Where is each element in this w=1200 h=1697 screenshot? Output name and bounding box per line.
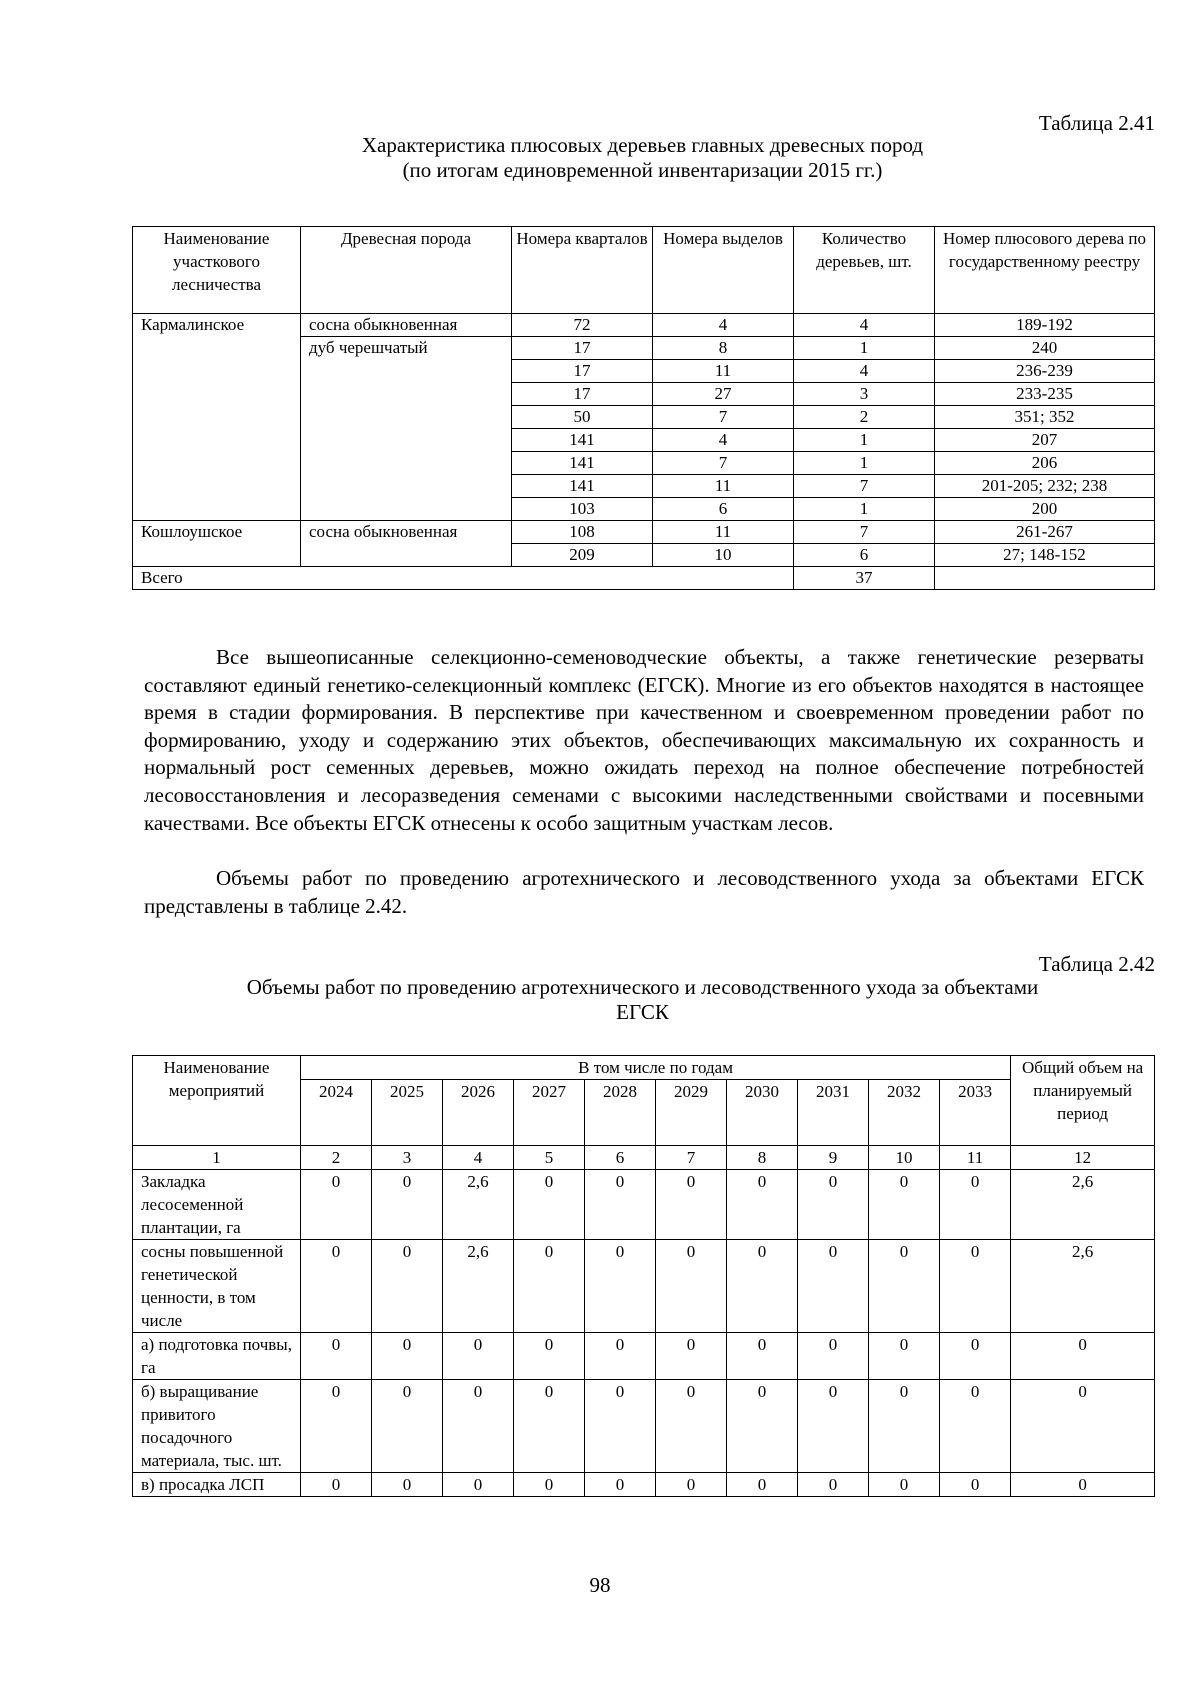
- year-value-cell: 0: [727, 1240, 798, 1333]
- total-volume-cell: 0: [1011, 1333, 1155, 1380]
- table2: [132, 1055, 1155, 1497]
- quarter-number-cell: 50: [512, 406, 653, 429]
- quarter-number-cell: 141: [512, 429, 653, 452]
- column-number-cell: 6: [585, 1146, 656, 1170]
- column-number-cell: 1: [133, 1146, 301, 1170]
- table1-header-cell: Количество деревьев, шт.: [794, 227, 935, 314]
- section-number-cell: 4: [653, 314, 794, 337]
- table2-header-row: [133, 1056, 1155, 1080]
- registry-number-cell: 233-235: [935, 383, 1155, 406]
- species-cell: дуб черешчатый: [301, 337, 512, 521]
- table2-column-numbers-row: [133, 1146, 1155, 1170]
- forestry-name-cell: Кошлоушское: [133, 521, 301, 567]
- year-header-cell: 2032: [869, 1080, 940, 1146]
- year-value-cell: 0: [656, 1380, 727, 1473]
- year-value-cell: 0: [869, 1170, 940, 1240]
- activity-name-cell: Закладка лесосеменной плантации, га: [133, 1170, 301, 1240]
- year-header-cell: 2026: [443, 1080, 514, 1146]
- year-header-cell: 2030: [727, 1080, 798, 1146]
- column-number-cell: 4: [443, 1146, 514, 1170]
- year-header-cell: 2029: [656, 1080, 727, 1146]
- table1-header-cell: Номер плюсового дерева по государственному реестру: [935, 227, 1155, 314]
- year-value-cell: 0: [443, 1380, 514, 1473]
- table-row: [133, 1170, 1155, 1240]
- section-number-cell: 11: [653, 360, 794, 383]
- year-value-cell: 0: [301, 1473, 372, 1497]
- registry-number-cell: 207: [935, 429, 1155, 452]
- year-value-cell: 0: [301, 1170, 372, 1240]
- table1-title-line1: Характеристика плюсовых деревьев главных древесных пород: [361, 133, 924, 157]
- tree-count-cell: 6: [794, 544, 935, 567]
- registry-number-cell: 200: [935, 498, 1155, 521]
- total-header-cell: Общий объем на планируемый период: [1011, 1056, 1155, 1146]
- year-value-cell: 0: [301, 1380, 372, 1473]
- year-value-cell: 0: [940, 1473, 1011, 1497]
- table1-total-row: [133, 567, 1155, 590]
- column-number-cell: 11: [940, 1146, 1011, 1170]
- year-value-cell: 0: [514, 1240, 585, 1333]
- table2-caption: Таблица 2.42: [1038, 952, 1155, 976]
- section-number-cell: 7: [653, 452, 794, 475]
- table1-header-cell: Наименование участкового лесничества: [133, 227, 301, 314]
- table1-title: [130, 133, 1155, 183]
- total-volume-cell: 0: [1011, 1380, 1155, 1473]
- registry-number-cell: 201-205; 232; 238: [935, 475, 1155, 498]
- quarter-number-cell: 209: [512, 544, 653, 567]
- table1-header-cell: Номера кварталов: [512, 227, 653, 314]
- year-value-cell: 0: [869, 1380, 940, 1473]
- total-value-cell: 37: [794, 567, 935, 590]
- registry-number-cell: 351; 352: [935, 406, 1155, 429]
- tree-count-cell: 1: [794, 498, 935, 521]
- activity-name-cell: в) просадка ЛСП: [133, 1473, 301, 1497]
- year-value-cell: 0: [798, 1170, 869, 1240]
- year-value-cell: 0: [301, 1333, 372, 1380]
- table1-header-cell: Номера выделов: [653, 227, 794, 314]
- table2-title-line1: Объемы работ по проведению агротехнического и лесоводственного ухода за объектами: [246, 975, 1039, 999]
- tree-count-cell: 1: [794, 337, 935, 360]
- year-value-cell: 0: [940, 1170, 1011, 1240]
- year-header-cell: 2024: [301, 1080, 372, 1146]
- section-number-cell: 11: [653, 475, 794, 498]
- year-value-cell: 0: [727, 1473, 798, 1497]
- year-value-cell: 0: [585, 1170, 656, 1240]
- year-value-cell: 0: [798, 1333, 869, 1380]
- quarter-number-cell: 17: [512, 337, 653, 360]
- table-row: [133, 1380, 1155, 1473]
- years-group-header-cell: В том числе по годам: [301, 1056, 1011, 1080]
- species-cell: сосна обыкновенная: [301, 314, 512, 337]
- table1-header-cell: Древесная порода: [301, 227, 512, 314]
- year-value-cell: 0: [514, 1333, 585, 1380]
- activity-header-cell: Наименование мероприятий: [133, 1056, 301, 1146]
- table1-caption: Таблица 2.41: [1038, 111, 1155, 135]
- table-row: [133, 314, 1155, 337]
- section-number-cell: 4: [653, 429, 794, 452]
- registry-number-cell: 189-192: [935, 314, 1155, 337]
- section-number-cell: 7: [653, 406, 794, 429]
- column-number-cell: 3: [372, 1146, 443, 1170]
- year-value-cell: 0: [585, 1380, 656, 1473]
- year-value-cell: 0: [372, 1380, 443, 1473]
- quarter-number-cell: 141: [512, 452, 653, 475]
- year-value-cell: 0: [940, 1240, 1011, 1333]
- year-value-cell: 0: [372, 1240, 443, 1333]
- quarter-number-cell: 72: [512, 314, 653, 337]
- year-value-cell: 0: [443, 1473, 514, 1497]
- section-number-cell: 11: [653, 521, 794, 544]
- species-cell: сосна обыкновенная: [301, 521, 512, 567]
- year-header-cell: 2031: [798, 1080, 869, 1146]
- registry-number-cell: 236-239: [935, 360, 1155, 383]
- column-number-cell: 2: [301, 1146, 372, 1170]
- total-volume-cell: 2,6: [1011, 1170, 1155, 1240]
- year-header-cell: 2025: [372, 1080, 443, 1146]
- paragraph-egsk: Все вышеописанные селекционно-семеноводческие объекты, а также генетические резерваты составляют единый генетико-селекционный комплекс (ЕГСК). Многие из его объектов находятся в настоящее время в стадии формирования. В перспективе при качественном и своевременном проведении работ по формированию, уходу и содержанию этих объектов, обеспечивающих максимальную их сохранность и нормальный рост семенных деревьев, можно ожидать переход на полное обеспечение потребностей лесовосстановления и лесоразведения семенами с высокими наследственными свойствами и посевными качествами. Все объекты ЕГСК отнесены к особо защитным участкам лесов.: [144, 645, 1144, 835]
- quarter-number-cell: 103: [512, 498, 653, 521]
- tree-count-cell: 7: [794, 475, 935, 498]
- year-value-cell: 0: [443, 1333, 514, 1380]
- section-number-cell: 6: [653, 498, 794, 521]
- year-value-cell: 0: [656, 1170, 727, 1240]
- column-number-cell: 5: [514, 1146, 585, 1170]
- section-number-cell: 10: [653, 544, 794, 567]
- year-value-cell: 0: [585, 1240, 656, 1333]
- year-value-cell: 0: [585, 1473, 656, 1497]
- tree-count-cell: 7: [794, 521, 935, 544]
- year-value-cell: 0: [940, 1333, 1011, 1380]
- year-value-cell: 0: [514, 1473, 585, 1497]
- year-value-cell: 0: [727, 1380, 798, 1473]
- tree-count-cell: 4: [794, 360, 935, 383]
- quarter-number-cell: 141: [512, 475, 653, 498]
- activity-name-cell: сосны повышенной генетической ценности, в том числе: [133, 1240, 301, 1333]
- year-value-cell: 0: [656, 1240, 727, 1333]
- year-value-cell: 0: [656, 1473, 727, 1497]
- table-row: [133, 1473, 1155, 1497]
- year-value-cell: 0: [798, 1240, 869, 1333]
- section-number-cell: 27: [653, 383, 794, 406]
- column-number-cell: 12: [1011, 1146, 1155, 1170]
- total-volume-cell: 0: [1011, 1473, 1155, 1497]
- tree-count-cell: 3: [794, 383, 935, 406]
- tree-count-cell: 2: [794, 406, 935, 429]
- forestry-name-cell: Кармалинское: [133, 314, 301, 521]
- quarter-number-cell: 17: [512, 360, 653, 383]
- year-value-cell: 0: [372, 1473, 443, 1497]
- column-number-cell: 9: [798, 1146, 869, 1170]
- year-header-cell: 2028: [585, 1080, 656, 1146]
- activity-name-cell: а) подготовка почвы, га: [133, 1333, 301, 1380]
- year-value-cell: 2,6: [443, 1170, 514, 1240]
- year-value-cell: 0: [585, 1333, 656, 1380]
- year-header-cell: 2033: [940, 1080, 1011, 1146]
- year-value-cell: 0: [727, 1170, 798, 1240]
- registry-number-cell: 27; 148-152: [935, 544, 1155, 567]
- table2-title-line2: ЕГСК: [616, 1000, 669, 1024]
- activity-name-cell: б) выращивание привитого посадочного материала, тыс. шт.: [133, 1380, 301, 1473]
- year-value-cell: 0: [869, 1333, 940, 1380]
- table-row: [133, 521, 1155, 544]
- year-value-cell: 0: [656, 1333, 727, 1380]
- column-number-cell: 7: [656, 1146, 727, 1170]
- registry-number-cell: 206: [935, 452, 1155, 475]
- registry-number-cell: 240: [935, 337, 1155, 360]
- year-value-cell: 0: [798, 1473, 869, 1497]
- table1-header-row: [133, 227, 1155, 314]
- table-row: [133, 1333, 1155, 1380]
- page-number: 98: [589, 1573, 611, 1597]
- year-value-cell: 0: [727, 1333, 798, 1380]
- column-number-cell: 10: [869, 1146, 940, 1170]
- section-number-cell: 8: [653, 337, 794, 360]
- quarter-number-cell: 108: [512, 521, 653, 544]
- total-label-cell: Всего: [133, 567, 794, 590]
- tree-count-cell: 1: [794, 429, 935, 452]
- year-value-cell: 0: [798, 1380, 869, 1473]
- registry-number-cell: 261-267: [935, 521, 1155, 544]
- paragraph-volumes: Объемы работ по проведению агротехнического и лесоводственного ухода за объектами ЕГСК представлены в таблице 2.42.: [144, 866, 1144, 918]
- year-value-cell: 0: [869, 1473, 940, 1497]
- table1-title-line2: (по итогам единовременной инвентаризации 2015 гг.): [402, 158, 883, 182]
- table1: [132, 226, 1155, 590]
- year-value-cell: 2,6: [443, 1240, 514, 1333]
- table2-title: [130, 975, 1155, 1025]
- year-value-cell: 0: [869, 1240, 940, 1333]
- year-value-cell: 0: [514, 1380, 585, 1473]
- empty-cell: [935, 567, 1155, 590]
- year-value-cell: 0: [372, 1333, 443, 1380]
- total-volume-cell: 2,6: [1011, 1240, 1155, 1333]
- tree-count-cell: 4: [794, 314, 935, 337]
- quarter-number-cell: 17: [512, 383, 653, 406]
- tree-count-cell: 1: [794, 452, 935, 475]
- year-value-cell: 0: [940, 1380, 1011, 1473]
- year-value-cell: 0: [514, 1170, 585, 1240]
- column-number-cell: 8: [727, 1146, 798, 1170]
- year-value-cell: 0: [372, 1170, 443, 1240]
- year-header-cell: 2027: [514, 1080, 585, 1146]
- table-row: [133, 1240, 1155, 1333]
- year-value-cell: 0: [301, 1240, 372, 1333]
